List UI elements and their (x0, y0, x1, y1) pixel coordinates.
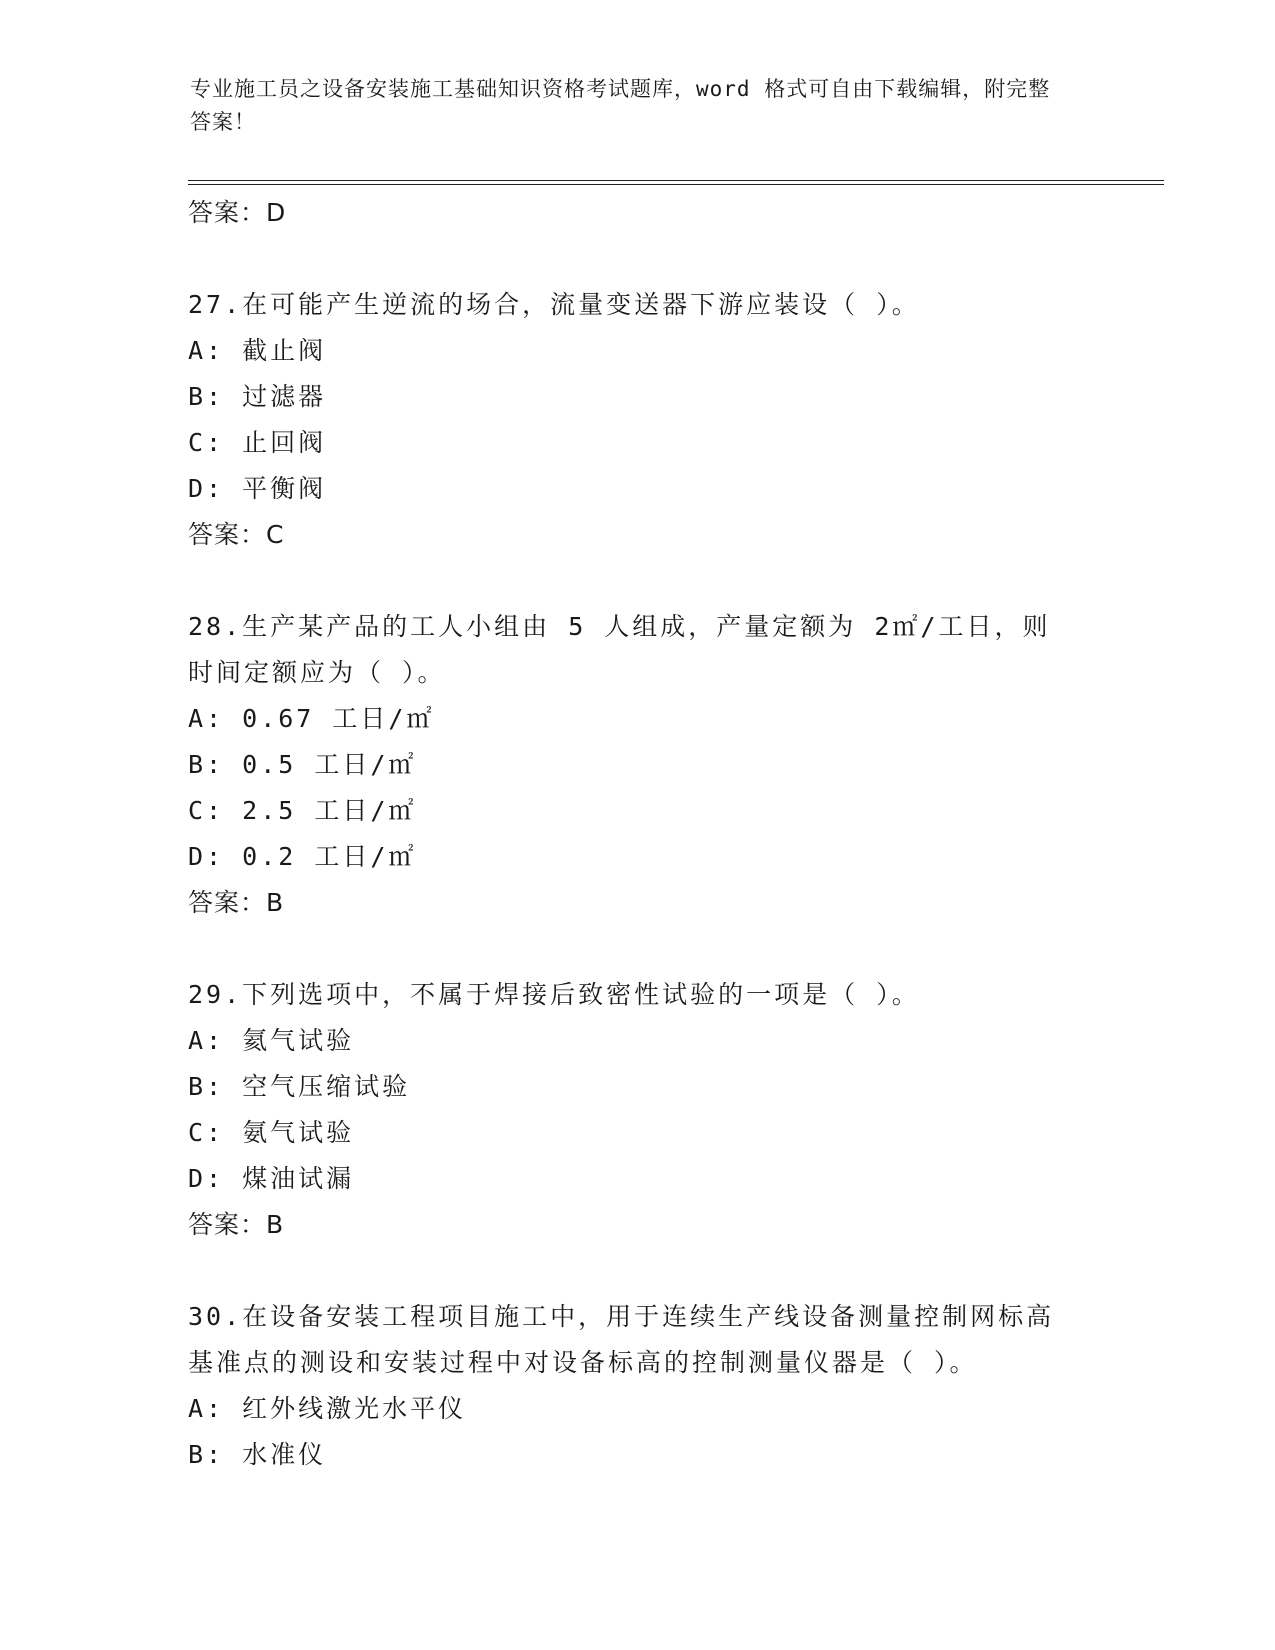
option-d: D: 0.2 工日/㎡ (188, 842, 417, 871)
question-29 (188, 972, 1088, 1248)
option-b: B: 空气压缩试验 (188, 1072, 411, 1101)
question-text: 27.在可能产生逆流的场合，流量变送器下游应装设（ ）。 (188, 290, 920, 319)
option-c: C: 2.5 工日/㎡ (188, 796, 417, 825)
option-c: C: 氨气试验 (188, 1118, 355, 1147)
previous-answer: 答案：D (188, 198, 287, 227)
answer-line: 答案：B (188, 1210, 285, 1239)
question-30 (188, 1294, 1088, 1478)
header-rule-bottom (188, 184, 1164, 185)
option-a: A: 红外线激光水平仪 (188, 1394, 467, 1423)
question-text: 28.生产某产品的工人小组由 5 人组成，产量定额为 2㎡/工日，则时间定额应为（ ）。 (188, 612, 1051, 687)
option-d: D: 煤油试漏 (188, 1164, 355, 1193)
question-text: 30.在设备安装工程项目施工中，用于连续生产线设备测量控制网标高基准点的测设和安装过程中对设备标高的控制测量仪器是（ ）。 (188, 1302, 1055, 1377)
question-text: 29.下列选项中，不属于焊接后致密性试验的一项是（ ）。 (188, 980, 920, 1009)
document-header: 专业施工员之设备安装施工基础知识资格考试题库，word 格式可自由下载编辑，附完整答案！ (190, 77, 1051, 134)
option-b: B: 0.5 工日/㎡ (188, 750, 417, 779)
option-d: D: 平衡阀 (188, 474, 327, 503)
option-a: A: 截止阀 (188, 336, 327, 365)
question-28 (188, 604, 1088, 926)
option-b: B: 水准仪 (188, 1440, 327, 1469)
option-b: B: 过滤器 (188, 382, 327, 411)
answer-line: 答案：C (188, 520, 285, 549)
header-rule-top (188, 180, 1164, 181)
option-a: A: 氦气试验 (188, 1026, 355, 1055)
answer-line: 答案：B (188, 888, 285, 917)
document-body (188, 190, 1088, 1478)
question-27 (188, 282, 1088, 558)
option-c: C: 止回阀 (188, 428, 327, 457)
option-a: A: 0.67 工日/㎡ (188, 704, 435, 733)
